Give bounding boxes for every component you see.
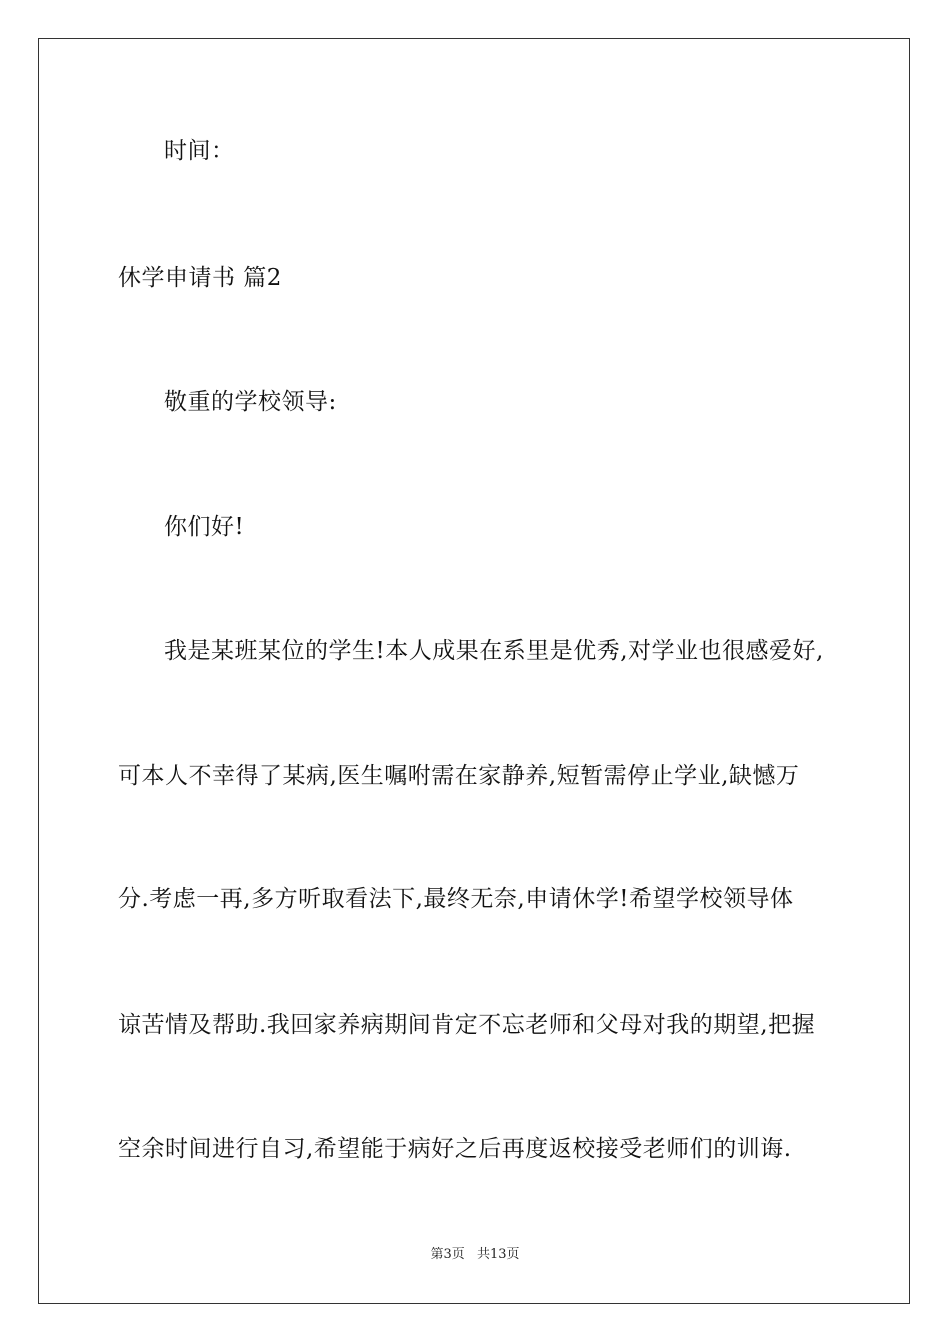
body-line: 可本人不幸得了某病,医生嘱咐需在家静养,短暂需停止学业,缺憾万 [118, 763, 800, 789]
time-label: 时间： [164, 138, 235, 164]
page-total: 共13页 [476, 1247, 520, 1262]
section-heading: 休学申请书 篇2 [118, 265, 282, 291]
greeting: 你们好! [164, 514, 245, 540]
body-line: 谅苦情及帮助.我回家养病期间肯定不忘老师和父母对我的期望,把握 [118, 1012, 816, 1038]
body-line: 分.考虑一再,多方听取看法下,最终无奈,申请休学!希望学校领导体 [118, 886, 794, 912]
page-border [38, 38, 910, 1304]
body-line: 空余时间进行自习,希望能于病好之后再度返校接受老师们的训诲. [118, 1136, 792, 1162]
salutation: 敬重的学校领导: [164, 389, 337, 415]
page-number: 第3页 [430, 1247, 465, 1262]
body-line: 我是某班某位的学生!本人成果在系里是优秀,对学业也很感爱好, [164, 638, 824, 664]
page-footer [0, 1246, 950, 1264]
